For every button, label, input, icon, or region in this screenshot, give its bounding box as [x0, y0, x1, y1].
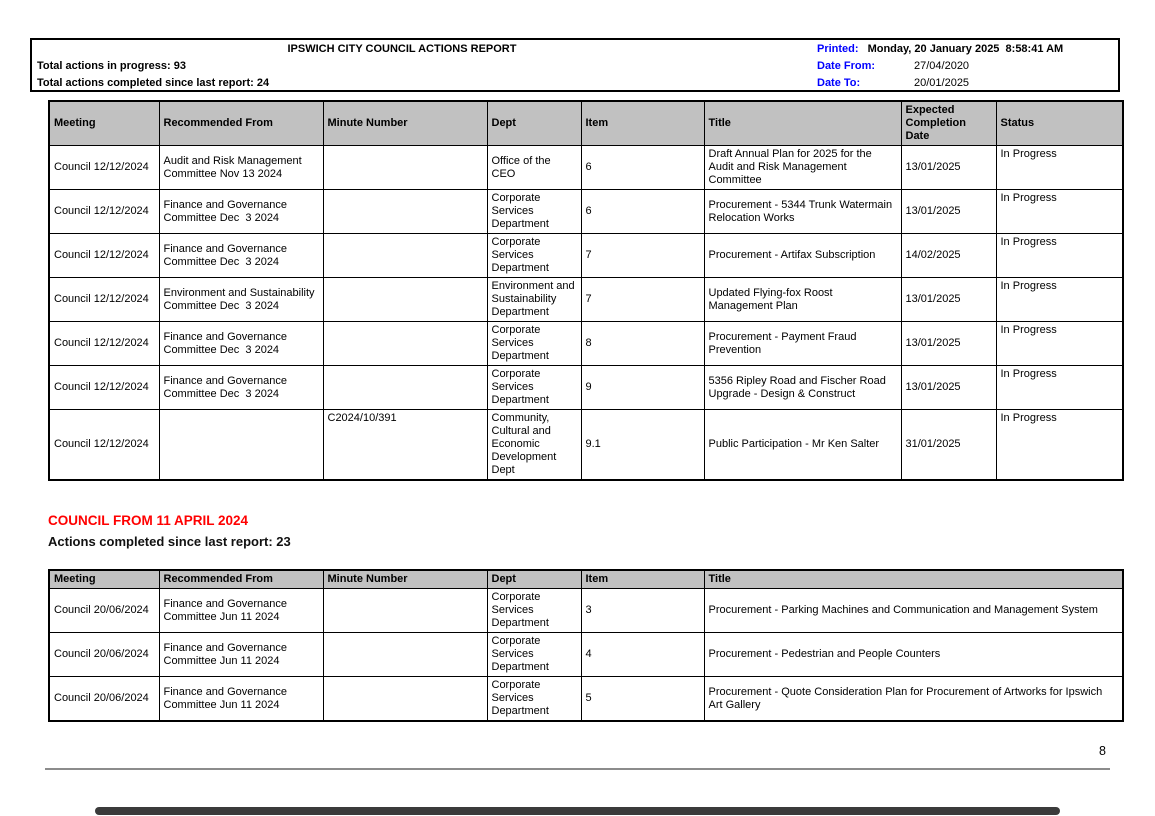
cell-minute-number: [323, 278, 487, 322]
column-header-meeting: Meeting: [49, 570, 159, 589]
cell-meeting: Council 20/06/2024: [49, 677, 159, 722]
table-row: [49, 322, 1123, 366]
date-from-label: Date From:: [817, 60, 876, 72]
column-header-title: Title: [704, 101, 901, 146]
report-header-left: [32, 41, 772, 90]
cell-item: 6: [581, 146, 704, 190]
cell-title: Procurement - Quote Consideration Plan for Procurement of Artworks for Ipswich Art Gallery: [704, 677, 1123, 722]
cell-recommended-from: Audit and Risk Management Committee Nov 13 2024: [159, 146, 323, 190]
report-title: IPSWICH CITY COUNCIL ACTIONS REPORT: [287, 43, 517, 55]
cell-expected-date: 13/01/2025: [901, 278, 996, 322]
cell-item: 9.1: [581, 410, 704, 481]
table-row: [49, 146, 1123, 190]
cell-status: In Progress: [996, 146, 1123, 190]
table-row: [49, 633, 1123, 677]
cell-recommended-from: Finance and Governance Committee Jun 11 2024: [159, 677, 323, 722]
total-in-progress: Total actions in progress: 93: [37, 60, 186, 72]
in-progress-table: [48, 100, 1124, 481]
cell-dept: Corporate Services Department: [487, 366, 581, 410]
cell-item: 7: [581, 234, 704, 278]
cell-status: In Progress: [996, 190, 1123, 234]
cell-minute-number: [323, 589, 487, 633]
column-header-expected-date: Expected Completion Date: [901, 101, 996, 146]
column-header-status: Status: [996, 101, 1123, 146]
cell-meeting: Council 12/12/2024: [49, 410, 159, 481]
table-row: [49, 278, 1123, 322]
cell-meeting: Council 12/12/2024: [49, 146, 159, 190]
cell-title: Procurement - Pedestrian and People Counters: [704, 633, 1123, 677]
total-completed: Total actions completed since last report: 24: [37, 77, 270, 89]
cell-item: 5: [581, 677, 704, 722]
column-header-recommended-from: Recommended From: [159, 101, 323, 146]
table-header-row: [49, 101, 1123, 146]
cell-dept: Office of the CEO: [487, 146, 581, 190]
cell-status: In Progress: [996, 410, 1123, 481]
table-row: [49, 410, 1123, 481]
completed-table: [48, 569, 1124, 722]
cell-meeting: Council 12/12/2024: [49, 234, 159, 278]
column-header-title: Title: [704, 570, 1123, 589]
cell-dept: Environment and Sustainability Department: [487, 278, 581, 322]
cell-dept: Corporate Services Department: [487, 190, 581, 234]
cell-title: Procurement - 5344 Trunk Watermain Relocation Works: [704, 190, 901, 234]
table-row: [49, 190, 1123, 234]
date-to-row: [817, 75, 1118, 92]
cell-expected-date: 13/01/2025: [901, 322, 996, 366]
printed-row: [817, 41, 1118, 58]
cell-item: 7: [581, 278, 704, 322]
cell-meeting: Council 12/12/2024: [49, 366, 159, 410]
cell-title: Draft Annual Plan for 2025 for the Audit and Risk Management Committee: [704, 146, 901, 190]
cell-dept: Corporate Services Department: [487, 589, 581, 633]
table-header-row: [49, 570, 1123, 589]
cell-item: 8: [581, 322, 704, 366]
cell-recommended-from: Finance and Governance Committee Dec 3 2024: [159, 234, 323, 278]
cell-minute-number: C2024/10/391: [323, 410, 487, 481]
cell-title: Public Participation - Mr Ken Salter: [704, 410, 901, 481]
cell-recommended-from: Finance and Governance Committee Dec 3 2024: [159, 322, 323, 366]
date-from-value: 27/04/2020: [914, 60, 970, 72]
cell-meeting: Council 20/06/2024: [49, 589, 159, 633]
column-header-item: Item: [581, 570, 704, 589]
report-header-right: [772, 41, 1118, 90]
cell-status: In Progress: [996, 234, 1123, 278]
cell-minute-number: [323, 190, 487, 234]
cell-expected-date: 13/01/2025: [901, 366, 996, 410]
cell-title: Procurement - Parking Machines and Communication and Management System: [704, 589, 1123, 633]
cell-dept: Corporate Services Department: [487, 234, 581, 278]
cell-minute-number: [323, 633, 487, 677]
date-to-label: Date To:: [817, 77, 861, 89]
cell-item: 6: [581, 190, 704, 234]
actions-completed-line: Actions completed since last report: 23: [48, 534, 291, 549]
cell-title: Procurement - Artifax Subscription: [704, 234, 901, 278]
cell-title: Procurement - Payment Fraud Prevention: [704, 322, 901, 366]
cell-minute-number: [323, 677, 487, 722]
cell-minute-number: [323, 146, 487, 190]
cell-status: In Progress: [996, 366, 1123, 410]
cell-expected-date: 13/01/2025: [901, 190, 996, 234]
cell-title: Updated Flying-fox Roost Management Plan: [704, 278, 901, 322]
cell-meeting: Council 12/12/2024: [49, 190, 159, 234]
column-header-meeting: Meeting: [49, 101, 159, 146]
page-number: 8: [1099, 744, 1106, 758]
footer-divider: [45, 768, 1110, 770]
cell-meeting: Council 20/06/2024: [49, 633, 159, 677]
cell-recommended-from: Finance and Governance Committee Jun 11 2024: [159, 589, 323, 633]
cell-recommended-from: Finance and Governance Committee Dec 3 2024: [159, 366, 323, 410]
cell-expected-date: 13/01/2025: [901, 146, 996, 190]
cell-dept: Corporate Services Department: [487, 677, 581, 722]
cell-status: In Progress: [996, 278, 1123, 322]
cell-minute-number: [323, 322, 487, 366]
table-row: [49, 366, 1123, 410]
date-to-value: 20/01/2025: [914, 77, 970, 89]
column-header-item: Item: [581, 101, 704, 146]
horizontal-scrollbar-thumb[interactable]: [95, 807, 1060, 815]
column-header-minute-number: Minute Number: [323, 101, 487, 146]
cell-meeting: Council 12/12/2024: [49, 278, 159, 322]
cell-title: 5356 Ripley Road and Fischer Road Upgrade - Design & Construct: [704, 366, 901, 410]
cell-status: In Progress: [996, 322, 1123, 366]
printed-value: Monday, 20 January 2025 8:58:41 AM: [867, 43, 1064, 55]
cell-item: 9: [581, 366, 704, 410]
cell-dept: Corporate Services Department: [487, 633, 581, 677]
section-heading-council-from: COUNCIL FROM 11 APRIL 2024: [48, 513, 249, 528]
table-row: [49, 234, 1123, 278]
cell-recommended-from: Finance and Governance Committee Dec 3 2024: [159, 190, 323, 234]
cell-expected-date: 14/02/2025: [901, 234, 996, 278]
column-header-dept: Dept: [487, 570, 581, 589]
column-header-recommended-from: Recommended From: [159, 570, 323, 589]
cell-recommended-from: Environment and Sustainability Committee Dec 3 2024: [159, 278, 323, 322]
cell-expected-date: 31/01/2025: [901, 410, 996, 481]
report-header-box: [30, 38, 1120, 92]
cell-minute-number: [323, 234, 487, 278]
cell-item: 3: [581, 589, 704, 633]
cell-recommended-from: [159, 410, 323, 481]
cell-minute-number: [323, 366, 487, 410]
cell-dept: Corporate Services Department: [487, 322, 581, 366]
column-header-dept: Dept: [487, 101, 581, 146]
cell-dept: Community, Cultural and Economic Development Dept: [487, 410, 581, 481]
printed-label: Printed:: [817, 43, 859, 55]
column-header-minute-number: Minute Number: [323, 570, 487, 589]
cell-meeting: Council 12/12/2024: [49, 322, 159, 366]
date-from-row: [817, 58, 1118, 75]
cell-item: 4: [581, 633, 704, 677]
table-row: [49, 589, 1123, 633]
cell-recommended-from: Finance and Governance Committee Jun 11 2024: [159, 633, 323, 677]
table-row: [49, 677, 1123, 722]
